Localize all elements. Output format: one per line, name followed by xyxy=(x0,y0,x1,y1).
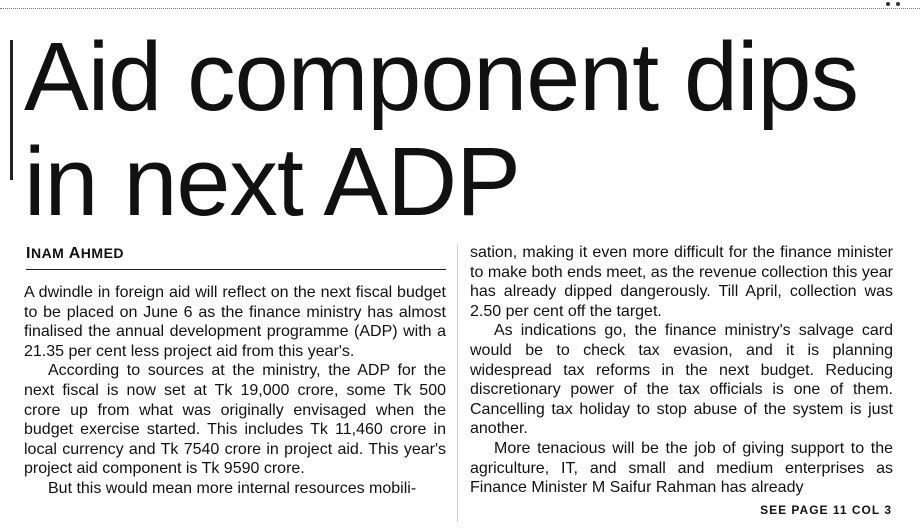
headline-line-2: in next ADP xyxy=(24,127,520,236)
headline-line-1: Aid component dips xyxy=(24,22,858,131)
byline-initial: I xyxy=(26,245,31,262)
body-paragraph: More tenacious will be the job of giving support to the agriculture, IT, and small and medium enterprises as Finance Minister M Saifur Rahman has already xyxy=(470,439,893,497)
byline-text: NAM xyxy=(30,245,69,261)
article-column-left xyxy=(24,283,446,499)
body-paragraph: A dwindle in foreign aid will reflect on the next fiscal budget to be placed on June 6 as the finance ministry has almost finalised the annual development programme (ADP) with a 21.35 per cent less project aid from this year's. xyxy=(24,284,446,360)
dot-ornament xyxy=(886,2,890,6)
byline-text: HMED xyxy=(80,245,125,261)
column-divider xyxy=(457,244,458,522)
body-paragraph: According to sources at the ministry, the ADP for the next fiscal is now set at Tk 19,000 crore, some Tk 500 crore up from what was originally envisaged when the budget exercise started. This includes Tk 11,460 crore in local currency and Tk 7540 crore in project aid. This year's project aid component is Tk 9590 crore. xyxy=(24,362,446,478)
left-column-rule xyxy=(10,40,13,180)
byline xyxy=(26,244,446,270)
dot-ornament xyxy=(896,2,900,6)
body-paragraph: But this would mean more internal resources mobili- xyxy=(48,479,417,497)
byline-initial: A xyxy=(68,245,81,262)
body-paragraph: sation, making it even more difficult for the finance minister to make both ends meet, as the revenue collection this year has already dipped dangerously. Till April, collection was 2.50 per cent off the target. xyxy=(470,244,893,320)
body-paragraph: As indications go, the finance ministry's salvage card would be to check tax evasion, and it is planning widespread tax reforms in the next budget. Reducing discretionary power of the tax officials is one of them. Cancelling tax holiday to stop abuse of the system is just another. xyxy=(470,322,893,438)
headline xyxy=(24,24,914,234)
top-dotted-rule xyxy=(0,8,920,9)
continuation-jump-line: SEE PAGE 11 COL 3 xyxy=(760,503,892,517)
article-column-right xyxy=(470,243,893,498)
